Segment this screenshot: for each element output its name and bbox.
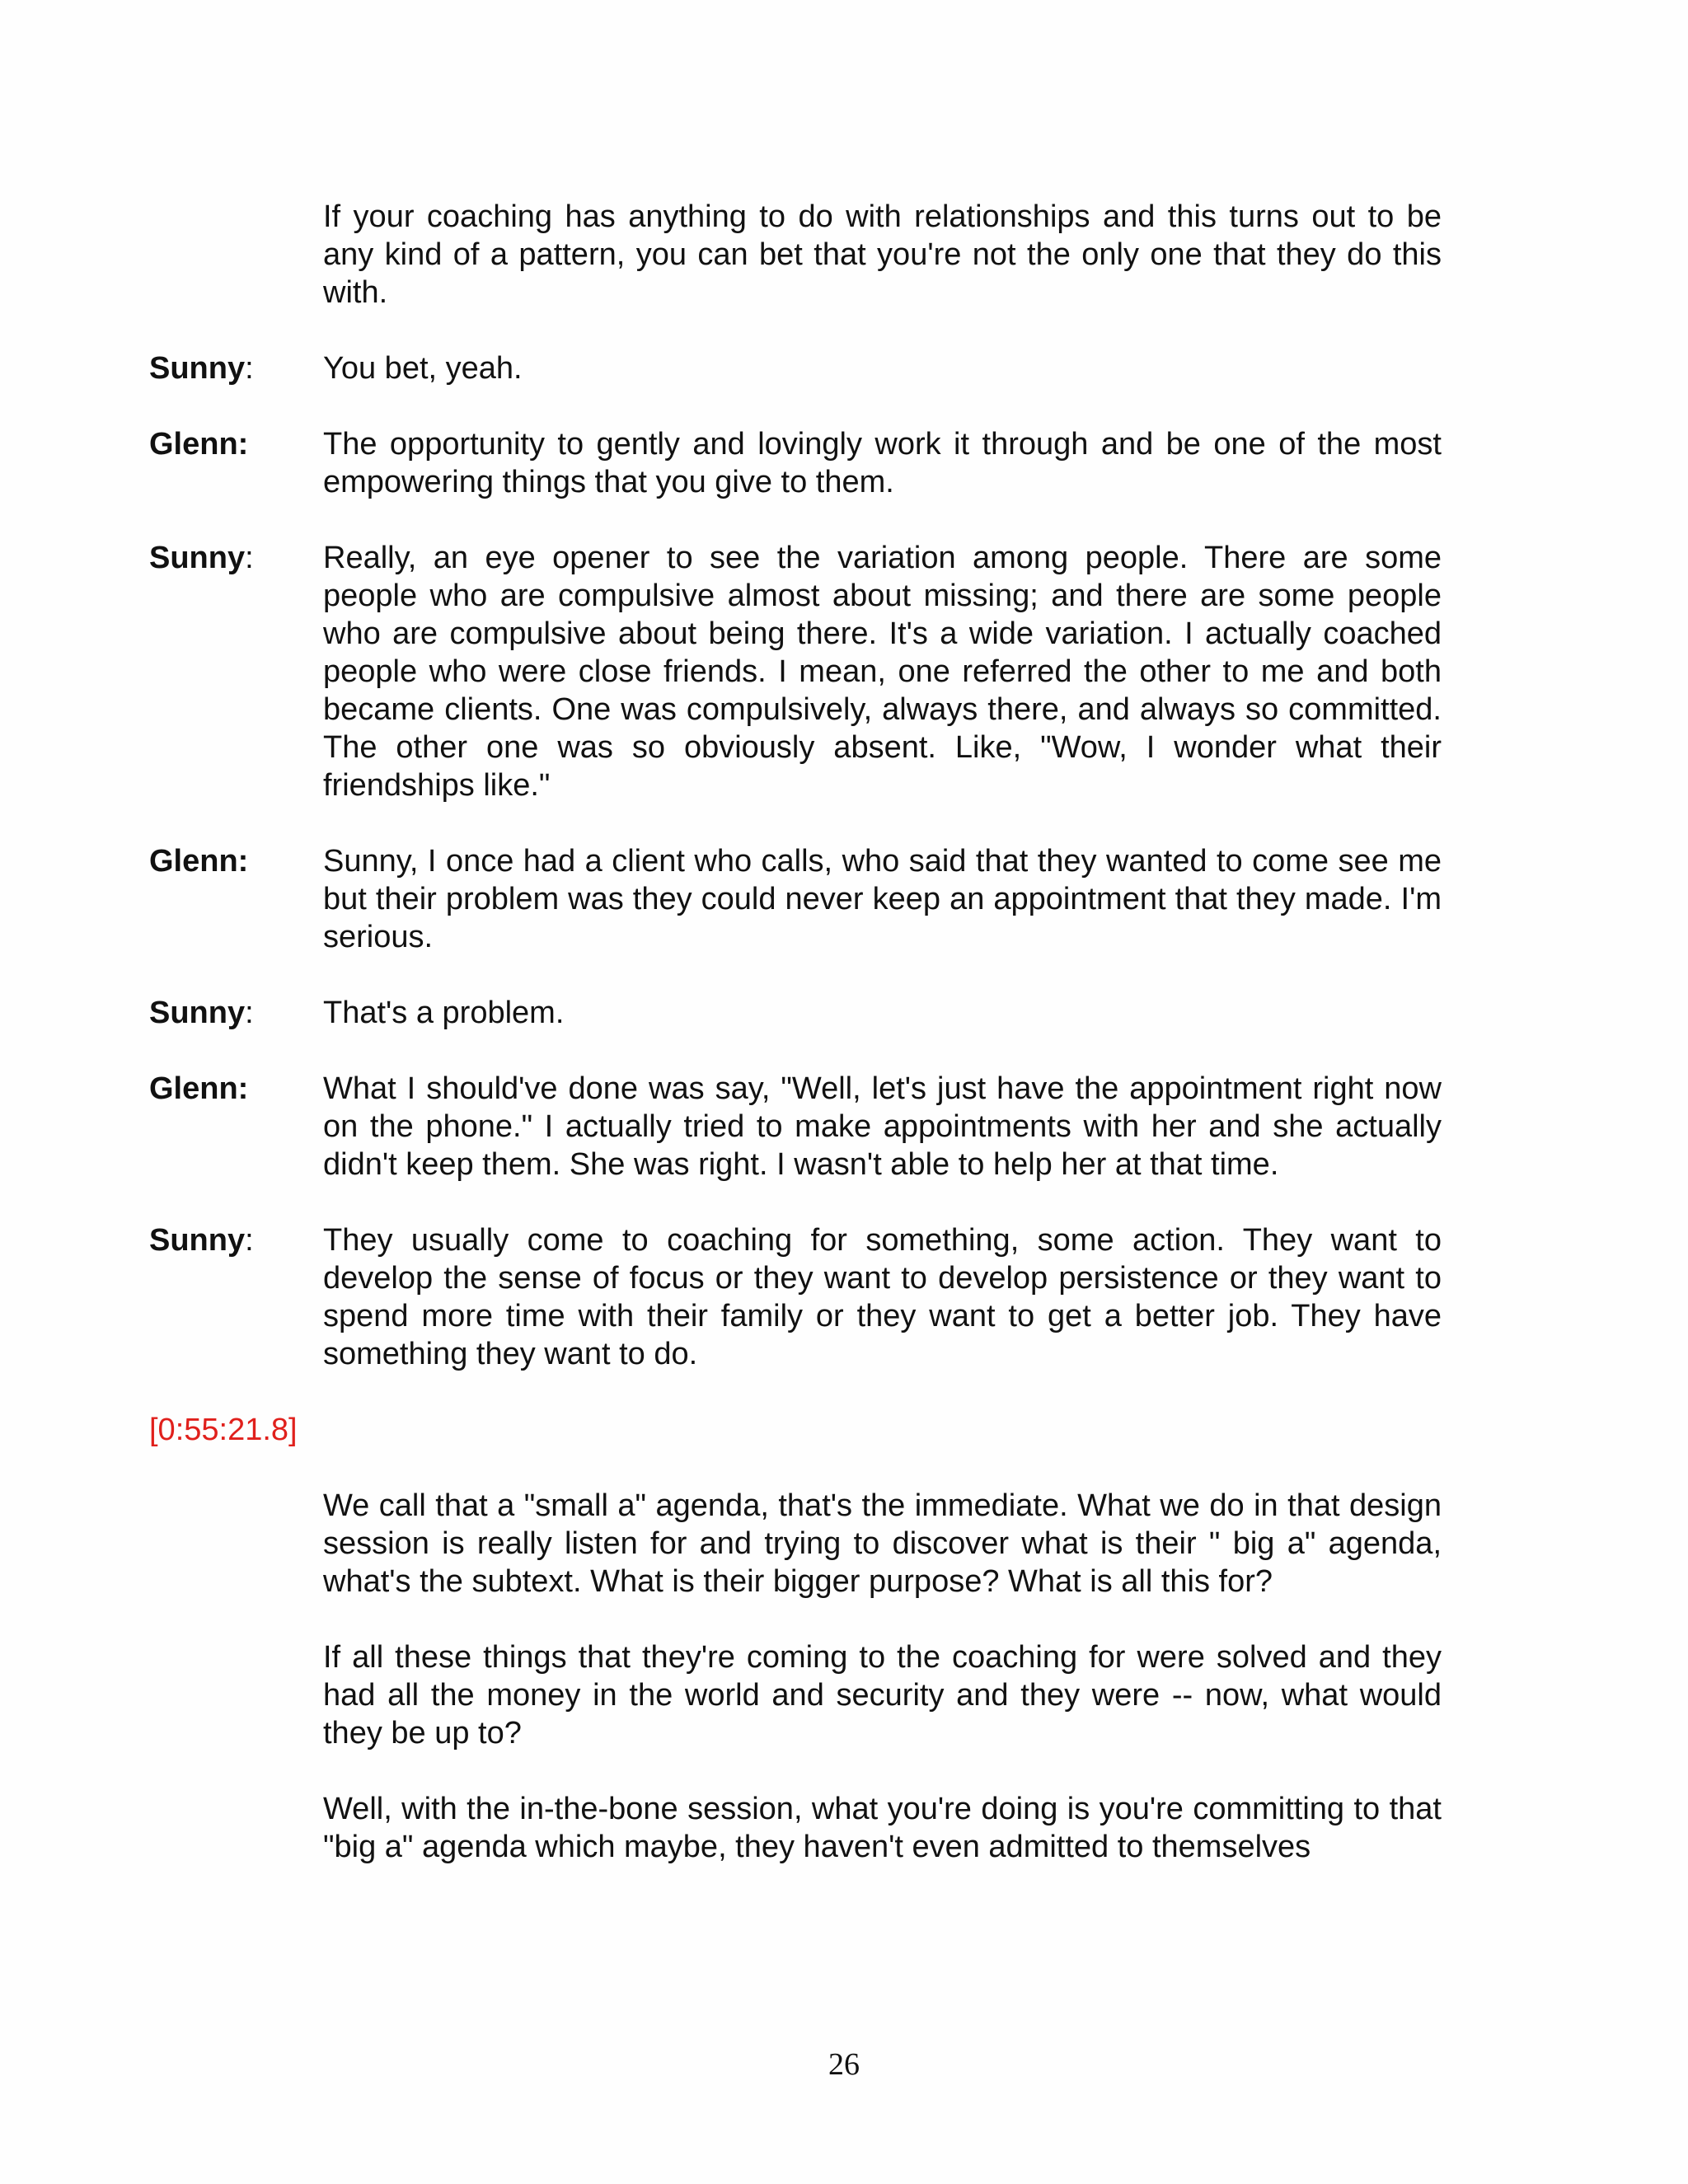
speaker-label	[149, 842, 323, 956]
speaker-label	[149, 539, 323, 804]
entry-text: Sunny, I once had a client who calls, who said that they wanted to come see me but their problem was they could never keep an appointment that they made. I'm serious.	[323, 844, 1442, 954]
speaker-name: Sunny	[149, 541, 246, 575]
entry-text: If your coaching has anything to do with relationships and this turns out to be any kind of a pattern, you can bet that you're not the only one that they do this with.	[323, 199, 1442, 310]
transcript-entry	[149, 198, 1442, 312]
transcript-entry	[149, 425, 1442, 501]
transcript-entry	[149, 349, 1442, 387]
transcript-entry	[149, 1070, 1442, 1183]
speaker-colon: :	[245, 1223, 254, 1258]
speaker-label	[149, 994, 323, 1032]
transcript-entry	[149, 1221, 1442, 1373]
transcript-body	[149, 198, 1442, 1904]
speaker-label	[149, 1070, 323, 1183]
speaker-name: Glenn:	[149, 844, 249, 879]
continued-paragraph: Well, with the in-the-bone session, what you're doing is you're committing to that "big a" agenda which maybe, they haven't even admitted to themselves	[323, 1792, 1442, 1864]
speaker-label	[149, 198, 323, 312]
entry-text: They usually come to coaching for something, some action. They want to develop the sense of focus or they want to develop persistence or they want to spend more time with their family or they want to get a better job. They have something they want to do.	[323, 1223, 1442, 1371]
transcript-entry	[149, 842, 1442, 956]
speaker-colon: :	[245, 351, 254, 386]
page-number: 26	[828, 2047, 860, 2082]
speaker-name: Sunny	[149, 351, 246, 386]
speaker-name: Glenn:	[149, 1071, 249, 1106]
speaker-label	[149, 425, 323, 501]
entry-text: The opportunity to gently and lovingly work it through and be one of the most empowering things that you give to them.	[323, 427, 1442, 499]
speaker-name: Glenn:	[149, 427, 249, 462]
continued-paragraph: We call that a "small a" agenda, that's the immediate. What we do in that design session is really listen for and trying to discover what is their " big a" agenda, what's the subtext. What is their bigger purpose? What is all this for?	[323, 1488, 1442, 1599]
entry-text: That's a problem.	[323, 996, 565, 1030]
speaker-colon: :	[245, 996, 254, 1030]
transcript-entry	[149, 994, 1442, 1032]
speaker-label	[149, 349, 323, 387]
speaker-name: Sunny	[149, 1223, 246, 1258]
entry-text: What I should've done was say, "Well, let's just have the appointment right now on the phone." I actually tried to make appointments with her and she actually didn't keep them. She was right. I wasn't able to help her at that time.	[323, 1071, 1442, 1182]
speaker-label	[149, 1221, 323, 1373]
transcript-entry	[149, 539, 1442, 804]
speaker-colon: :	[245, 541, 254, 575]
continued-paragraph: If all these things that they're coming to the coaching for were solved and they had all the money in the world and security and they were -- now, what would they be up to?	[323, 1640, 1442, 1750]
entry-text: You bet, yeah.	[323, 351, 523, 386]
entry-text: Really, an eye opener to see the variation among people. There are some people who are compulsive almost about missing; and there are some people who are compulsive about being there. It's a wide variation. I actually coached people who were close friends. I mean, one referred the other to me and both became clients. One was compulsively, always there, and always so committed. The other one was so obviously absent. Like, "Wow, I wonder what their friendships like."	[323, 541, 1442, 803]
speaker-name: Sunny	[149, 996, 246, 1030]
timestamp-marker: [0:55:21.8]	[149, 1413, 298, 1447]
